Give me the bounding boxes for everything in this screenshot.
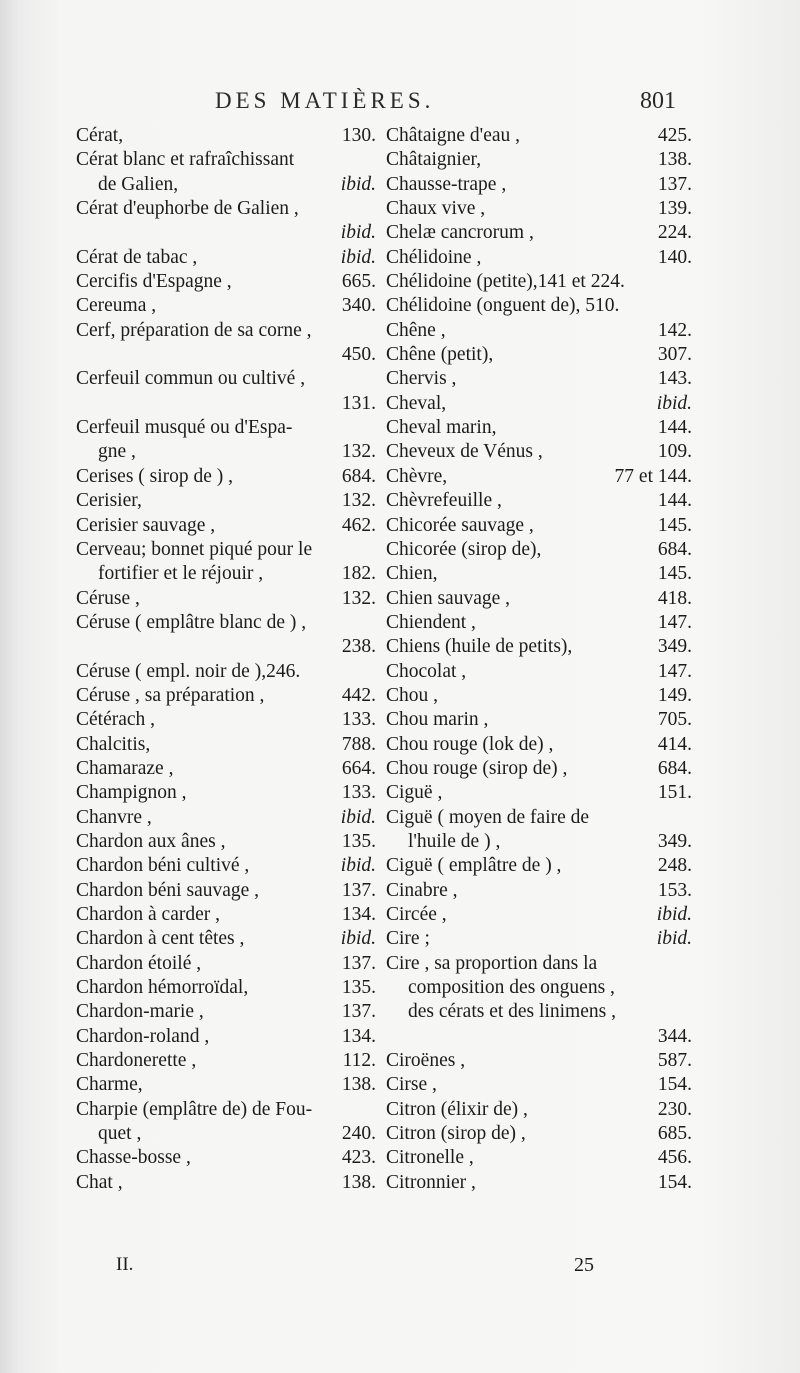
entry-term: Chamaraze , (76, 757, 174, 779)
index-entry (386, 416, 692, 440)
index-entry (76, 611, 376, 635)
entry-page-ref: 182. (341, 563, 376, 585)
index-entry (386, 733, 692, 757)
index-entry (76, 927, 376, 951)
index-entry (76, 367, 376, 391)
entry-page-ref: ibid. (340, 855, 376, 877)
entry-term: Chaux vive , (386, 198, 486, 220)
entry-term: Chou marin , (386, 709, 489, 731)
entry-page-ref: 135. (341, 830, 376, 852)
entry-term: Chêne , (386, 319, 446, 341)
index-entry (76, 246, 376, 270)
entry-term: Cheval, (386, 392, 447, 414)
entry-term: Chélidoine (petite),141 et 224. (386, 271, 625, 293)
entry-term: Céruse ( empl. noir de ),246. (76, 660, 301, 682)
entry-page-ref: 462. (341, 514, 376, 536)
index-entry (386, 635, 692, 659)
entry-term: Chien, (386, 563, 438, 585)
entry-page-ref: 137. (657, 173, 692, 195)
entry-term: Cerfeuil commun ou cultivé , (76, 368, 306, 390)
index-entry (386, 440, 692, 464)
entry-term: Citron (élixir de) , (386, 1098, 528, 1120)
entry-term: Cerfeuil musqué ou d'Espa- (76, 417, 293, 439)
index-entry (386, 830, 692, 854)
page-title: DES MATIÈRES. (215, 88, 435, 113)
entry-page-ref: 154. (657, 1074, 692, 1096)
entry-page-ref: 418. (657, 587, 692, 609)
index-entry (76, 538, 376, 562)
entry-term: Cérat de tabac , (76, 246, 198, 268)
index-entry (76, 1000, 376, 1024)
index-entry (76, 343, 376, 367)
index-entry (76, 440, 376, 464)
entry-term: Citron (sirop de) , (386, 1123, 526, 1145)
entry-term: Cerises ( sirop de ) , (76, 465, 234, 487)
index-entry (386, 976, 692, 1000)
entry-page-ref: 423. (341, 1147, 376, 1169)
index-entry (386, 392, 692, 416)
index-entry (386, 1146, 692, 1170)
entry-term: Cérat blanc et rafraîchissant (76, 149, 295, 171)
entry-term: Chèvre, (386, 465, 448, 487)
gathering-number: 25 (574, 1254, 594, 1276)
entry-page-ref: 684. (657, 538, 692, 560)
entry-term: Chicorée (sirop de), (386, 538, 542, 560)
entry-term: des cérats et des linimens , (408, 1001, 616, 1023)
entry-term: Chicorée sauvage , (386, 514, 534, 536)
index-entry (76, 587, 376, 611)
entry-term: Céruse , (76, 587, 140, 609)
entry-page-ref: ibid. (656, 928, 692, 950)
index-entry (76, 1098, 376, 1122)
entry-page-ref: 705. (657, 709, 692, 731)
index-entry (76, 1146, 376, 1170)
entry-term: Cercifis d'Espagne , (76, 271, 232, 293)
entry-term: Chanvre , (76, 806, 152, 828)
index-entry (76, 660, 376, 684)
entry-term: Chardon hémorroïdal, (76, 977, 249, 999)
index-entry (76, 294, 376, 318)
index-entry (76, 465, 376, 489)
entry-page-ref: 140. (657, 246, 692, 268)
entry-page-ref: 135. (341, 977, 376, 999)
entry-page-ref: ibid. (656, 904, 692, 925)
entry-term: Chasse-bosse , (76, 1147, 191, 1169)
entry-page-ref: 344. (657, 1025, 692, 1047)
entry-page-ref: 349. (657, 636, 692, 658)
index-entry (76, 562, 376, 586)
entry-term: Chocolat , (386, 660, 467, 682)
page-number: 801 (640, 88, 676, 114)
entry-page-ref: 665. (341, 271, 376, 293)
entry-page-ref: 587. (657, 1050, 692, 1072)
entry-term: Chélidoine (onguent de), 510. (386, 295, 620, 317)
entry-term: Céruse ( emplâtre blanc de ) , (76, 611, 307, 633)
entry-term: Cheval marin, (386, 417, 497, 439)
entry-term: Chien sauvage , (386, 587, 511, 609)
entry-page-ref: 340. (341, 295, 376, 317)
index-entry (386, 952, 692, 976)
entry-term: Chèvrefeuille , (386, 490, 502, 512)
entry-page-ref: 130. (341, 125, 376, 146)
entry-page-ref: 153. (657, 879, 692, 901)
entry-page-ref: 132. (341, 490, 376, 512)
entry-page-ref: ibid. (340, 928, 376, 950)
index-entry (76, 124, 376, 148)
index-entry (386, 1000, 692, 1024)
index-entry (76, 635, 376, 659)
entry-page-ref: 144. (657, 417, 692, 439)
entry-term: Chalcitis, (76, 733, 151, 755)
index-entry (386, 879, 692, 903)
entry-page-ref: 137. (341, 952, 376, 974)
index-entry (76, 757, 376, 781)
entry-term: Cerisier, (76, 490, 142, 512)
entry-page-ref: 154. (657, 1171, 692, 1193)
index-entry (386, 197, 692, 221)
entry-term: composition des onguens , (408, 977, 615, 999)
entry-page-ref: 144. (657, 490, 692, 512)
entry-page-ref: 230. (657, 1098, 692, 1120)
page-footer (0, 1254, 800, 1284)
index-entry (76, 1073, 376, 1097)
entry-page-ref: 450. (341, 344, 376, 366)
index-entry (76, 221, 376, 245)
entry-page-ref: 414. (657, 733, 692, 755)
index-entry (76, 1171, 376, 1195)
entry-term: Cereuma , (76, 295, 157, 317)
entry-page-ref: 238. (341, 636, 376, 658)
entry-page-ref: 134. (341, 904, 376, 925)
index-entry (76, 976, 376, 1000)
index-entry (386, 611, 692, 635)
index-entry (386, 343, 692, 367)
entry-page-ref: 224. (657, 222, 692, 244)
entry-term: Chélidoine , (386, 246, 482, 268)
index-entry (76, 173, 376, 197)
entry-page-ref: ibid. (340, 806, 376, 828)
entry-term: Chiens (huile de petits), (386, 636, 573, 658)
index-entry (386, 903, 692, 927)
entry-page-ref: 142. (657, 319, 692, 341)
entry-term: fortifier et le réjouir , (98, 563, 264, 585)
index-entry (386, 246, 692, 270)
entry-term: Cire ; (386, 928, 430, 950)
entry-term: Châtaignier, (386, 149, 482, 171)
entry-term: Chardon aux ânes , (76, 830, 226, 852)
entry-page-ref: 131. (341, 392, 376, 414)
running-head (0, 84, 800, 124)
index-entry (76, 952, 376, 976)
entry-page-ref: 145. (657, 514, 692, 536)
index-entry (386, 319, 692, 343)
entry-term: de Galien, (98, 173, 179, 195)
entry-page-ref: 149. (657, 684, 692, 706)
entry-page-ref: 147. (657, 660, 692, 682)
entry-term: Châtaigne d'eau , (386, 125, 521, 146)
entry-page-ref: 684. (657, 757, 692, 779)
entry-term: Chou rouge (sirop de) , (386, 757, 568, 779)
index-entry (386, 538, 692, 562)
entry-term: Chardon béni cultivé , (76, 855, 250, 877)
entry-term: Chat , (76, 1171, 123, 1193)
index-entry (76, 514, 376, 538)
index-entry (386, 173, 692, 197)
entry-term: Circée , (386, 904, 447, 925)
index-entry (386, 806, 692, 830)
signature-mark: II. (116, 1254, 134, 1275)
entry-term: Chardon-roland , (76, 1025, 210, 1047)
entry-page-ref: 349. (657, 830, 692, 852)
entry-term: Cheveux de Vénus , (386, 441, 543, 463)
entry-page-ref: 684. (341, 465, 376, 487)
index-entry (386, 367, 692, 391)
entry-term: Chardon à cent têtes , (76, 928, 245, 950)
entry-page-ref: 109. (657, 441, 692, 463)
entry-page-ref: 685. (657, 1123, 692, 1145)
index-entry (76, 1025, 376, 1049)
index-column-right (386, 124, 692, 1195)
index-entry (386, 927, 692, 951)
index-entry (76, 1122, 376, 1146)
entry-term: Citronelle , (386, 1147, 474, 1169)
entry-term: Champignon , (76, 782, 187, 804)
entry-page-ref: 240. (341, 1123, 376, 1145)
entry-term: Cétérach , (76, 709, 156, 731)
entry-page-ref: 112. (342, 1050, 376, 1072)
entry-term: Cire , sa proportion dans la (386, 952, 598, 974)
index-entry (76, 733, 376, 757)
entry-page-ref: 138. (341, 1074, 376, 1096)
entry-term: Chervis , (386, 368, 457, 390)
entry-term: Chardon à carder , (76, 904, 221, 925)
entry-page-ref: 664. (341, 757, 376, 779)
entry-page-ref: 133. (341, 709, 376, 731)
entry-page-ref: 134. (341, 1025, 376, 1047)
entry-term: Chausse-trape , (386, 173, 507, 195)
index-entry (76, 903, 376, 927)
entry-term: Cerf, préparation de sa corne , (76, 319, 312, 341)
index-entry (76, 148, 376, 172)
entry-term: quet , (98, 1123, 142, 1145)
entry-page-ref: 442. (341, 684, 376, 706)
index-entry (386, 562, 692, 586)
entry-page-ref: 132. (341, 441, 376, 463)
entry-term: Chardon béni sauvage , (76, 879, 260, 901)
index-column-left (76, 124, 376, 1195)
entry-page-ref: 143. (657, 368, 692, 390)
entry-term: gne , (98, 441, 136, 463)
entry-page-ref: 138. (657, 149, 692, 171)
index-entry (386, 294, 692, 318)
index-entry (386, 1025, 692, 1049)
entry-page-ref: 425. (657, 125, 692, 146)
index-entry (76, 781, 376, 805)
entry-term: Chou rouge (lok de) , (386, 733, 554, 755)
index-entry (386, 148, 692, 172)
index-entry (76, 416, 376, 440)
entry-term: Cirse , (386, 1074, 437, 1096)
entry-page-ref: ibid. (340, 222, 376, 244)
entry-page-ref: ibid. (340, 173, 376, 195)
index-entry (386, 1122, 692, 1146)
entry-page-ref: 456. (657, 1147, 692, 1169)
entry-page-ref: 151. (657, 782, 692, 804)
index-entry (76, 392, 376, 416)
index-entry (76, 684, 376, 708)
index-entry (386, 514, 692, 538)
entry-term: Cérat, (76, 125, 124, 146)
entry-page-ref: 788. (341, 733, 376, 755)
entry-page-ref: 137. (341, 1001, 376, 1023)
index-entry (76, 708, 376, 732)
index-entry (386, 1049, 692, 1073)
entry-term: Ciguë , (386, 782, 443, 804)
index-entry (76, 1049, 376, 1073)
index-entry (386, 1073, 692, 1097)
entry-term: Cerveau; bonnet piqué pour le (76, 538, 313, 560)
entry-term: Chardon étoilé , (76, 952, 202, 974)
entry-page-ref: 138. (341, 1171, 376, 1193)
index-entry (76, 197, 376, 221)
entry-term: Chou , (386, 684, 439, 706)
index-entry (76, 489, 376, 513)
index-entry (386, 270, 692, 294)
entry-page-ref: 248. (657, 855, 692, 877)
entry-term: Cérat d'euphorbe de Galien , (76, 198, 299, 220)
entry-term: l'huile de ) , (408, 830, 501, 852)
entry-term: Ciguë ( emplâtre de ) , (386, 855, 562, 877)
entry-term: Cerisier sauvage , (76, 514, 216, 536)
entry-page-ref: 133. (341, 782, 376, 804)
index-entry (386, 124, 692, 148)
entry-page-ref: 132. (341, 587, 376, 609)
entry-term: Chardon-marie , (76, 1001, 204, 1023)
entry-term: Chardonerette , (76, 1050, 197, 1072)
entry-term: Charpie (emplâtre de) de Fou- (76, 1098, 313, 1120)
entry-term: Cinabre , (386, 879, 458, 901)
index-entry (76, 854, 376, 878)
index-entry (386, 587, 692, 611)
entry-term: Ciroënes , (386, 1050, 466, 1072)
entry-term: Chelæ cancrorum , (386, 222, 534, 244)
entry-term: Chêne (petit), (386, 344, 494, 366)
index-entry (386, 660, 692, 684)
index-entry (386, 708, 692, 732)
index-entry (386, 854, 692, 878)
index-entry (386, 465, 692, 489)
entry-page-ref: 137. (341, 879, 376, 901)
entry-page-ref: 77 et 144. (614, 465, 692, 487)
entry-term: Chiendent , (386, 611, 476, 633)
entry-page-ref: ibid. (340, 246, 376, 268)
index-entry (76, 319, 376, 343)
index-entry (386, 757, 692, 781)
index-entry (386, 489, 692, 513)
entry-term: Citronnier , (386, 1171, 476, 1193)
entry-term: Ciguë ( moyen de faire de (386, 806, 590, 828)
entry-page-ref: ibid. (656, 392, 692, 414)
index-entry (76, 270, 376, 294)
entry-page-ref: 139. (657, 198, 692, 220)
entry-page-ref: 147. (657, 611, 692, 633)
index-entry (386, 221, 692, 245)
entry-term: Céruse , sa préparation , (76, 684, 265, 706)
index-entry (386, 684, 692, 708)
entry-term: Charme, (76, 1074, 143, 1096)
index-entry (386, 1171, 692, 1195)
entry-page-ref: 307. (657, 344, 692, 366)
entry-page-ref: 145. (657, 563, 692, 585)
index-entry (76, 879, 376, 903)
index-entry (386, 1098, 692, 1122)
index-entry (76, 830, 376, 854)
index-entry (386, 781, 692, 805)
index-entry (76, 806, 376, 830)
